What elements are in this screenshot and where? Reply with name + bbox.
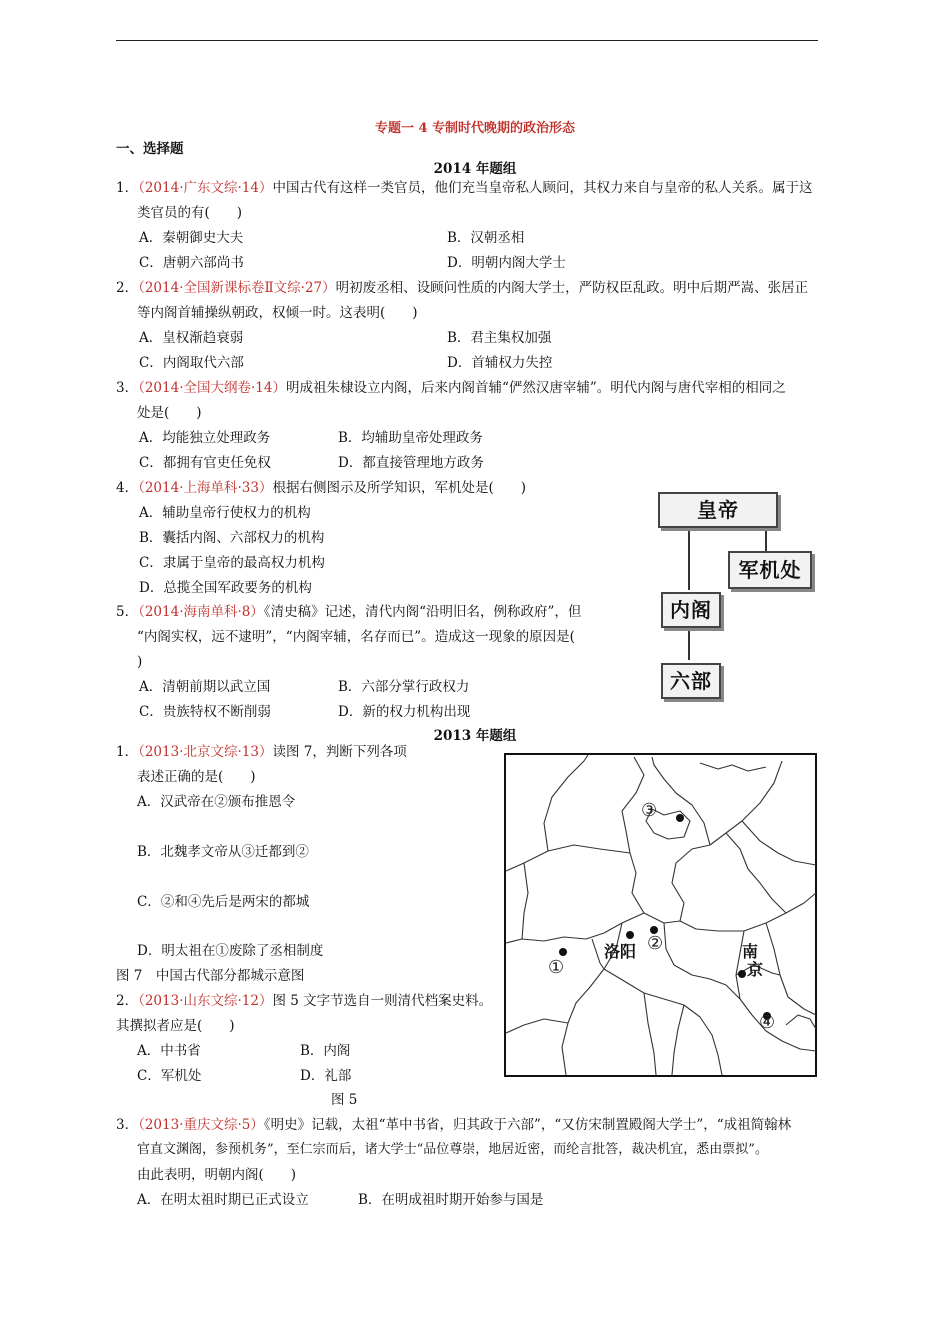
q2013-3-line1 bbox=[116, 1116, 791, 1134]
q2014-4-option-a: A．辅助皇帝行使权力的机构 bbox=[139, 505, 311, 521]
q-source: （2013·重庆文综·5） bbox=[138, 1117, 264, 1133]
q2013-2-option-d: D．礼部 bbox=[300, 1068, 352, 1084]
diagram-connector-emperor-neige bbox=[688, 528, 690, 590]
q-stem: 明成祖朱棣设立内阁，后来内阁首辅“俨然汉唐宰辅”。明代内阁与唐代宰相的相同之 bbox=[285, 380, 786, 396]
q2014-1-line2: 类官员的有( ) bbox=[137, 205, 243, 221]
q2014-3-line1 bbox=[116, 379, 786, 397]
q2013-2-line2: 其撰拟者应是( ) bbox=[116, 1018, 235, 1034]
map-label-nanjing-2: 京 bbox=[747, 960, 764, 979]
figure5-caption: 图 5 bbox=[331, 1092, 358, 1108]
q-source: （2014·全国大纲卷·14） bbox=[138, 380, 286, 396]
q2014-2-option-a: A．皇权渐趋衰弱 bbox=[139, 330, 244, 346]
q2014-5-option-b: B．六部分掌行政权力 bbox=[338, 679, 470, 695]
q-stem: 明初废丞相、设顾问性质的内阁大学士，严防权臣乱政。明中后期严嵩、张居正 bbox=[335, 280, 809, 296]
q-source: （2013·山东文综·12） bbox=[138, 993, 273, 1009]
q-number: 1． bbox=[116, 744, 139, 760]
q-number: 5． bbox=[116, 604, 139, 620]
q2014-3-option-d: D．都直接管理地方政务 bbox=[338, 455, 484, 471]
q2014-1-line1 bbox=[116, 179, 812, 197]
q2013-2-option-a: A．中书省 bbox=[137, 1043, 201, 1059]
q-stem: 根据右侧图示及所学知识，军机处是( ) bbox=[272, 480, 527, 496]
q2013-1-option-a: A．汉武帝在②颁布推恩令 bbox=[137, 794, 296, 810]
q2014-3-line2: 处是( ) bbox=[137, 405, 202, 421]
map-point-1 bbox=[559, 948, 567, 956]
q2013-3-line3: 由此表明，明朝内阁( ) bbox=[137, 1167, 297, 1183]
q2013-1-option-c: C．②和④先后是两宋的都城 bbox=[137, 894, 310, 910]
q2014-2-option-c: C．内阁取代六部 bbox=[139, 355, 244, 371]
q2014-4-line1 bbox=[116, 479, 526, 497]
map-point-luoyang bbox=[626, 931, 634, 939]
map-marker-1: ① bbox=[548, 957, 565, 978]
map-label-nanjing-1: 南 bbox=[742, 942, 759, 961]
q2014-4-option-c: C．隶属于皇帝的最高权力机构 bbox=[139, 555, 325, 571]
q2014-5-line3: ) bbox=[137, 654, 143, 670]
q2014-1-option-a: A．秦朝御史大夫 bbox=[139, 230, 244, 246]
q-stem: 读图 7，判断下列各项 bbox=[272, 744, 407, 760]
q2014-2-line2: 等内阁首辅操纵朝政，权倾一时。这表明( ) bbox=[137, 305, 418, 321]
section-heading: 一、选择题 bbox=[116, 141, 184, 157]
map-marker-2: ② bbox=[647, 933, 664, 954]
q-source: （2014·全国新课标卷Ⅱ文综·27） bbox=[138, 280, 336, 296]
q2013-1-option-b: B．北魏孝文帝从③迁都到② bbox=[137, 844, 309, 860]
group-2014-heading: 2014 年题组 bbox=[433, 161, 517, 177]
diagram-box-junjichu: 军机处 bbox=[728, 551, 812, 589]
q2014-5-option-d: D．新的权力机构出现 bbox=[338, 704, 471, 720]
q2013-1-line2: 表述正确的是( ) bbox=[137, 769, 256, 785]
map-point-3 bbox=[676, 814, 684, 822]
group-2013-heading: 2013 年题组 bbox=[433, 728, 517, 744]
q2013-3-option-a: A．在明太祖时期已正式设立 bbox=[137, 1192, 309, 1208]
q-stem: 《明史》记载，太祖“革中书省，归其政于六部”，“又仿宋制置殿阁大学士”，“成祖简翰林 bbox=[263, 1117, 792, 1133]
diagram-box-emperor: 皇帝 bbox=[658, 492, 778, 528]
q2014-4-option-b: B．囊括内阁、六部权力的机构 bbox=[139, 530, 325, 546]
map-point-nanjing bbox=[738, 970, 746, 978]
q2013-2-option-c: C．军机处 bbox=[137, 1068, 202, 1084]
q2014-5-option-c: C．贵族特权不断削弱 bbox=[139, 704, 271, 720]
q-source: （2014·广东文综·14） bbox=[138, 180, 273, 196]
q2014-2-option-b: B．君主集权加强 bbox=[447, 330, 552, 346]
diagram-connector-emperor-junjichu bbox=[765, 528, 767, 552]
q-number: 1． bbox=[116, 180, 139, 196]
q-number: 2． bbox=[116, 280, 139, 296]
q-number: 4． bbox=[116, 480, 139, 496]
header-rule bbox=[116, 40, 818, 41]
q-stem: 中国古代有这样一类官员，他们充当皇帝私人顾问，其权力来自与皇帝的私人关系。属于这 bbox=[272, 180, 813, 196]
q2014-1-option-b: B．汉朝丞相 bbox=[447, 230, 525, 246]
diagram-box-liubu: 六部 bbox=[661, 663, 721, 699]
q-stem: 图 5 文字节选自一则清代档案史料。 bbox=[272, 993, 493, 1009]
diagram-connector-neige-liubu bbox=[688, 627, 690, 660]
q2013-1-option-d: D．明太祖在①废除了丞相制度 bbox=[137, 943, 324, 959]
q2014-3-option-c: C．都拥有官吏任免权 bbox=[139, 455, 271, 471]
q2013-3-option-b: B．在明成祖时期开始参与国是 bbox=[358, 1192, 544, 1208]
capital-map-figure bbox=[504, 753, 817, 1077]
map-marker-4: ④ bbox=[759, 1012, 776, 1033]
figure7-caption: 图 7 中国古代部分都城示意图 bbox=[116, 968, 305, 984]
diagram-box-neige: 内阁 bbox=[661, 592, 721, 628]
map-marker-3: ③ bbox=[641, 800, 658, 821]
map-label-luoyang: 洛阳 bbox=[604, 942, 637, 961]
q-source: （2013·北京文综·13） bbox=[138, 744, 273, 760]
q2014-1-option-d: D．明朝内阁大学士 bbox=[447, 255, 566, 271]
q2014-2-option-d: D．首辅权力失控 bbox=[447, 355, 553, 371]
q2014-3-option-a: A．均能独立处理政务 bbox=[139, 430, 271, 446]
q2013-2-line1 bbox=[116, 992, 492, 1010]
q2014-1-option-c: C．唐朝六部尚书 bbox=[139, 255, 244, 271]
q2014-5-line1 bbox=[116, 603, 581, 621]
q2014-2-line1 bbox=[116, 279, 808, 297]
q-number: 3． bbox=[116, 380, 139, 396]
doc-title: 专题一 4 专制时代晚期的政治形态 bbox=[374, 121, 576, 136]
q2013-3-line2: 官直文渊阁，参预机务”，至仁宗而后，诸大学士“品位尊崇，地居近密，而纶言批答，裁决机宜，悉由票拟”。 bbox=[137, 1142, 768, 1157]
q2014-5-option-a: A．清朝前期以武立国 bbox=[139, 679, 271, 695]
q-source: （2014·海南单科·8） bbox=[138, 604, 264, 620]
q2014-4-option-d: D．总揽全国军政要务的机构 bbox=[139, 580, 312, 596]
q-number: 3． bbox=[116, 1117, 139, 1133]
q2014-3-option-b: B．均辅助皇帝处理政务 bbox=[338, 430, 483, 446]
q-number: 2． bbox=[116, 993, 139, 1009]
q2013-1-line1 bbox=[116, 743, 407, 761]
q2014-5-line2: “内阁实权，远不逮明”，“内阁宰辅，名存而已”。造成这一现象的原因是( bbox=[137, 629, 575, 645]
q-stem: 《清史稿》记述，清代内阁“沿明旧名，例称政府”，但 bbox=[263, 604, 582, 620]
q-source: （2014·上海单科·33） bbox=[138, 480, 273, 496]
q2013-2-option-b: B．内阁 bbox=[300, 1043, 351, 1059]
